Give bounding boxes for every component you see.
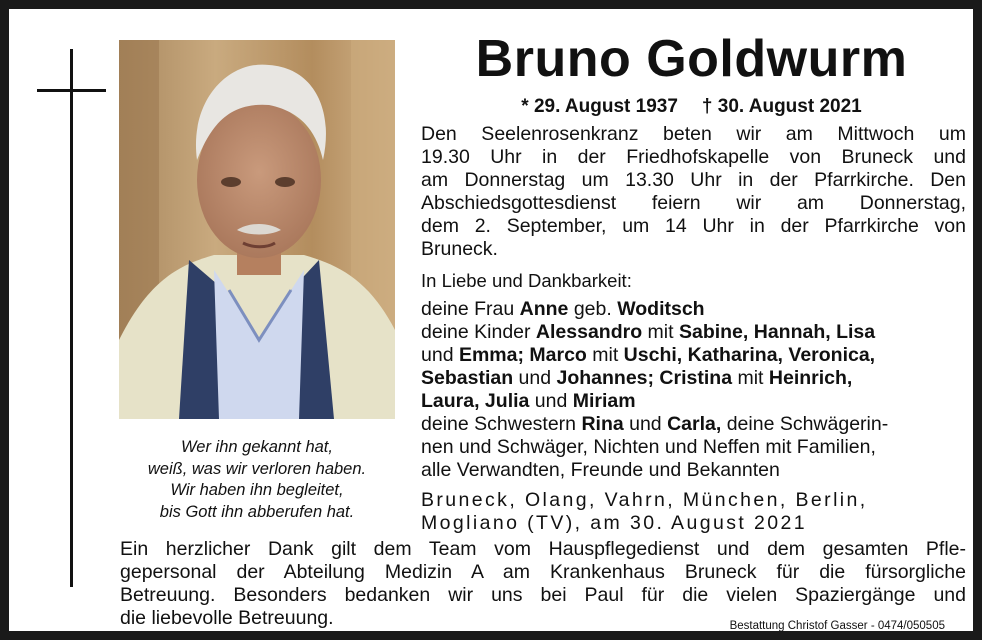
- grandchildren-names: Uschi, Katharina, Veronica,: [623, 344, 876, 366]
- announcement-line: Den Seelenrosenkranz beten wir am Mittwoch um: [421, 123, 966, 145]
- poem-line: bis Gott ihn abberufen hat.: [159, 502, 355, 521]
- death-date: † 30. August 2021: [701, 96, 862, 117]
- grandchildren-names: Laura, Julia: [421, 390, 530, 412]
- grandchild-name: Miriam: [572, 390, 636, 412]
- deceased-name: Bruno Goldwurm: [475, 30, 908, 88]
- grandchildren-names: Sabine, Hannah, Lisa: [678, 321, 876, 343]
- thanks-line: Ein herzlicher Dank gilt dem Team vom Hauspflegedienst und dem gesamten Pfle-: [120, 538, 966, 560]
- mourners-list: [421, 298, 966, 482]
- wife-line: [421, 298, 966, 321]
- relatives-line: nen und Schwäger, Nichten und Neffen mit Familien,: [421, 436, 876, 458]
- thanks-line: Betreuung. Besonders bedanken wir uns bei Paul für die vielen Spaziergänge und: [120, 584, 966, 606]
- place-line: Bruneck, Olang, Vahrn, München, Berlin,: [421, 489, 868, 511]
- text-fragment: deine Schwestern: [421, 413, 582, 435]
- text-fragment: und: [529, 390, 573, 412]
- sister-name: Rina: [581, 413, 624, 435]
- poem-line: Wir haben ihn begleitet,: [170, 481, 344, 499]
- siblings-line: [421, 413, 966, 436]
- child-name: Sebastian: [421, 367, 514, 389]
- announcement-line: 19.30 Uhr in der Friedhofskapelle von Bruneck und: [421, 146, 966, 168]
- cross-horizontal-bar: [37, 89, 106, 92]
- text-fragment: und: [513, 367, 557, 389]
- funeral-home-credit: Bestattung Christof Gasser - 0474/050505: [729, 620, 945, 632]
- child-name: Emma; Marco: [458, 344, 587, 366]
- announcement-line: Abschiedsgottesdienst feiern wir am Donnerstag,: [421, 192, 966, 214]
- thanks-line: gepersonal der Abteilung Medizin A am Krankenhaus Bruneck für die fürsorgliche: [120, 561, 966, 583]
- place-line: Mogliano (TV), am 30. August 2021: [421, 512, 807, 534]
- thanks-line: die liebevolle Betreuung.: [120, 607, 334, 629]
- service-announcement: [421, 123, 966, 261]
- life-dates: [419, 95, 964, 119]
- child-name: Johannes; Cristina: [556, 367, 733, 389]
- thanks-paragraph: [120, 538, 966, 630]
- child-name: Alessandro: [535, 321, 643, 343]
- grandchild-name: Heinrich,: [768, 367, 853, 389]
- wife-name: Anne: [519, 298, 569, 320]
- text-fragment: mit: [732, 367, 769, 389]
- text-fragment: und: [421, 344, 459, 366]
- love-gratitude-line: In Liebe und Dankbarkeit:: [421, 270, 632, 291]
- portrait-photo: [119, 40, 395, 419]
- children-line: [421, 367, 966, 390]
- announcement-line: dem 2. September, um 14 Uhr in der Pfarrkirche von: [421, 215, 966, 237]
- relatives-line: alle Verwandten, Freunde und Bekannten: [421, 459, 780, 481]
- place-and-date: [421, 489, 966, 535]
- sister-name: Carla,: [667, 413, 722, 435]
- poem-line: Wer ihn gekannt hat,: [181, 438, 333, 456]
- children-line: [421, 390, 966, 413]
- poem-line: weiß, was wir verloren haben.: [147, 459, 367, 478]
- memorial-poem: [119, 437, 395, 523]
- text-fragment: und: [623, 413, 668, 435]
- text-fragment: deine Kinder: [421, 321, 536, 343]
- text-fragment: deine Frau: [421, 298, 520, 320]
- text-fragment: mit: [642, 321, 679, 343]
- text-fragment: mit: [586, 344, 624, 366]
- children-line: [421, 344, 966, 367]
- text-fragment: geb.: [568, 298, 618, 320]
- announcement-line: Bruneck.: [421, 238, 498, 260]
- announcement-line: am Donnerstag um 13.30 Uhr in der Pfarrkirche. Den: [421, 169, 966, 191]
- text-fragment: deine Schwägerin-: [721, 413, 889, 435]
- cross-vertical-bar: [70, 49, 73, 587]
- portrait-illustration: [119, 40, 395, 419]
- children-line: [421, 321, 966, 344]
- birth-date: * 29. August 1937: [521, 96, 678, 117]
- wife-maiden-name: Woditsch: [617, 298, 705, 320]
